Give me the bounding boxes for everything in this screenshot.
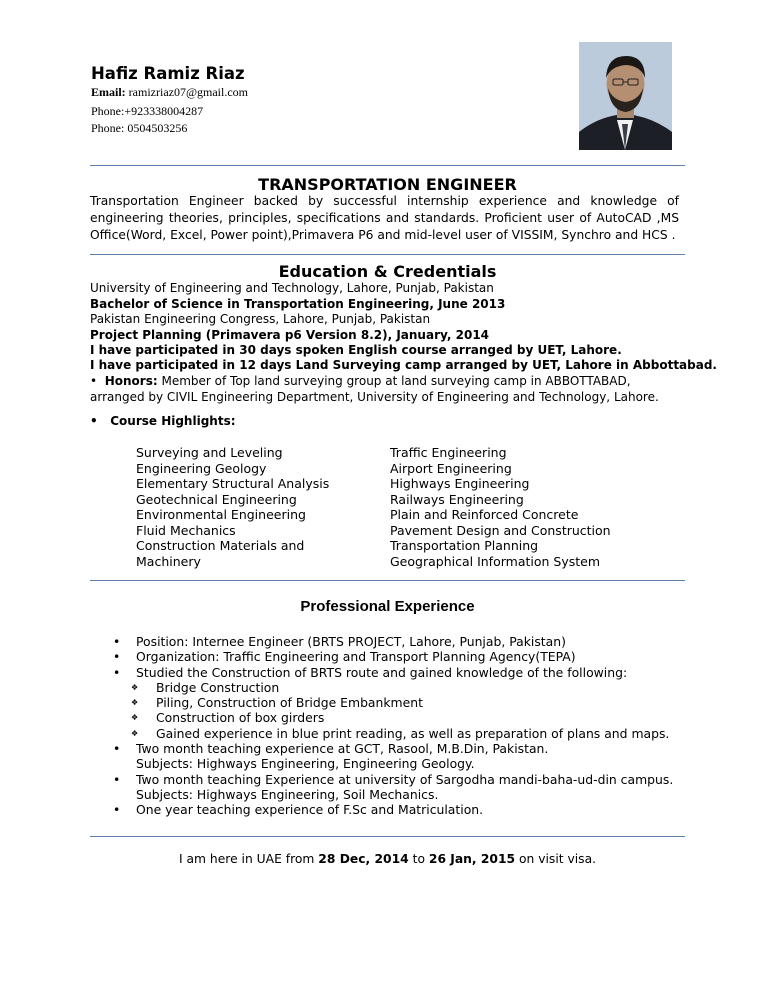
visa-note: [90, 852, 685, 866]
email-label: Email:: [91, 85, 126, 99]
visa-note-text: on visit visa.: [515, 852, 597, 866]
course-item: Transportation Planning: [390, 538, 539, 553]
bullet-icon: •: [90, 414, 98, 428]
experience-item: Two month teaching Experience at university of Sargodha mandi-baha-ud-din campus.: [136, 771, 674, 787]
visa-start-date: 28 Dec, 2014: [318, 852, 409, 866]
list-item: [112, 665, 673, 741]
experience-item: One year teaching experience of F.Sc and Matriculation.: [136, 802, 484, 818]
course-item: Geotechnical Engineering: [136, 491, 297, 507]
sub-list-item: [131, 710, 673, 726]
objective-title: TRANSPORTATION ENGINEER: [258, 175, 517, 194]
course-item: Construction Materials and: [136, 538, 305, 553]
course-item: Traffic Engineering: [390, 445, 507, 460]
sub-item-text: Construction of box girders: [156, 710, 325, 726]
experience-item: Organization: Traffic Engineering and Transport Planning Agency(TEPA): [136, 649, 576, 665]
bullet-icon: •: [113, 802, 121, 818]
experience-item-subjects: Subjects: Highways Engineering, Engineering Geology.: [136, 756, 475, 772]
bullet-icon: •: [90, 374, 98, 388]
course-highlights-label: Course Highlights:: [110, 414, 236, 428]
education-line: I have participated in 12 days Land Surveying camp arranged by UET, Lahore in Abbottabad.: [90, 358, 717, 372]
honors-label: Honors:: [104, 374, 158, 388]
email-value: ramizriaz07@gmail.com: [125, 85, 249, 99]
divider: [90, 254, 685, 255]
list-item: [112, 741, 673, 772]
profile-photo: [579, 42, 672, 150]
candidate-name: Hafiz Ramiz Riaz: [91, 64, 245, 83]
education-line: I have participated in 30 days spoken English course arranged by UET, Lahore.: [90, 343, 622, 357]
sub-item-text: Gained experience in blue print reading, as well as preparation of plans and maps.: [156, 725, 670, 741]
course-item: Highways Engineering: [390, 476, 530, 491]
course-item: Surveying and Leveling: [136, 445, 283, 460]
honors-line-2: arranged by CIVIL Engineering Department, University of Engineering and Technology, Lahore.: [90, 390, 659, 404]
course-highlights-line: [90, 414, 236, 428]
list-item: [112, 802, 673, 817]
phone-line-2: [91, 121, 187, 136]
course-item: Plain and Reinforced Concrete: [390, 507, 579, 522]
education-title: Education & Credentials: [278, 262, 497, 281]
honors-text: Member of Top land surveying group at land surveying camp in ABBOTTABAD,: [157, 374, 631, 388]
visa-note-text: to: [408, 852, 429, 866]
bullet-icon: •: [113, 664, 121, 680]
divider: [90, 580, 685, 581]
sub-list-item: [131, 695, 673, 711]
education-line: University of Engineering and Technology, Lahore, Punjab, Pakistan: [90, 281, 494, 295]
course-item: Railways Engineering: [390, 491, 524, 507]
courses-right-column: [390, 445, 611, 569]
visa-end-date: 26 Jan, 2015: [428, 852, 516, 866]
phone-label-1: Phone:: [91, 104, 125, 118]
experience-item: Position: Internee Engineer (BRTS PROJECT, Lahore, Punjab, Pakistan): [136, 634, 566, 649]
sub-list: [131, 679, 673, 741]
phone-value-1: +923338004287: [124, 104, 204, 118]
experience-item: Studied the Construction of BRTS route and gained knowledge of the following:: [136, 664, 628, 680]
course-item: Engineering Geology: [136, 460, 267, 476]
course-item: Geographical Information System: [390, 553, 601, 569]
diamond-bullet-icon: ❖: [131, 713, 139, 723]
bullet-icon: •: [113, 649, 121, 665]
list-item: [112, 649, 673, 664]
course-item: Pavement Design and Construction: [390, 522, 611, 538]
diamond-bullet-icon: ❖: [131, 682, 139, 692]
course-item: Elementary Structural Analysis: [136, 476, 330, 491]
bullet-icon: •: [113, 634, 121, 649]
phone-label-2: Phone:: [91, 121, 125, 135]
course-item: Fluid Mechanics: [136, 522, 236, 538]
diamond-bullet-icon: ❖: [131, 728, 139, 738]
divider: [90, 165, 685, 166]
bullet-icon: •: [113, 771, 121, 787]
visa-note-text: I am here in UAE from: [178, 852, 319, 866]
course-item: Environmental Engineering: [136, 507, 306, 522]
experience-item-subjects: Subjects: Highways Engineering, Soil Mechanics.: [136, 786, 439, 802]
phone-line-1: [91, 104, 203, 119]
experience-title: Professional Experience: [300, 598, 475, 615]
honors-line: [90, 374, 631, 388]
sub-list-item: [131, 679, 673, 695]
list-item: [112, 772, 673, 803]
experience-list: [112, 634, 673, 818]
objective-text: Transportation Engineer backed by successful internship experience and knowledge of engineering theories, principles, specifications and standards. Proficient user of AutoCAD ,MS Office(Word, Excel, Power point),Primavera P6 and mid-level user of VISSIM, Synchro and HCS .: [90, 194, 679, 242]
experience-item: Two month teaching experience at GCT, Rasool, M.B.Din, Pakistan.: [136, 741, 549, 757]
education-line: Pakistan Engineering Congress, Lahore, Punjab, Pakistan: [90, 312, 431, 326]
courses-left-column: [136, 445, 329, 569]
sub-item-text: Bridge Construction: [156, 679, 280, 695]
email-line: [91, 85, 248, 100]
sub-list-item: [131, 725, 673, 741]
course-item: Machinery: [136, 553, 201, 569]
diamond-bullet-icon: ❖: [131, 698, 139, 708]
divider: [90, 836, 685, 837]
sub-item-text: Piling, Construction of Bridge Embankment: [156, 695, 423, 711]
phone-value-2: 0504503256: [124, 121, 188, 135]
course-item: Airport Engineering: [390, 460, 512, 476]
education-line: Project Planning (Primavera p6 Version 8.2), January, 2014: [90, 328, 490, 342]
bullet-icon: •: [113, 741, 121, 757]
list-item: [112, 634, 673, 649]
education-degree: Bachelor of Science in Transportation Engineering, June 2013: [90, 297, 506, 311]
